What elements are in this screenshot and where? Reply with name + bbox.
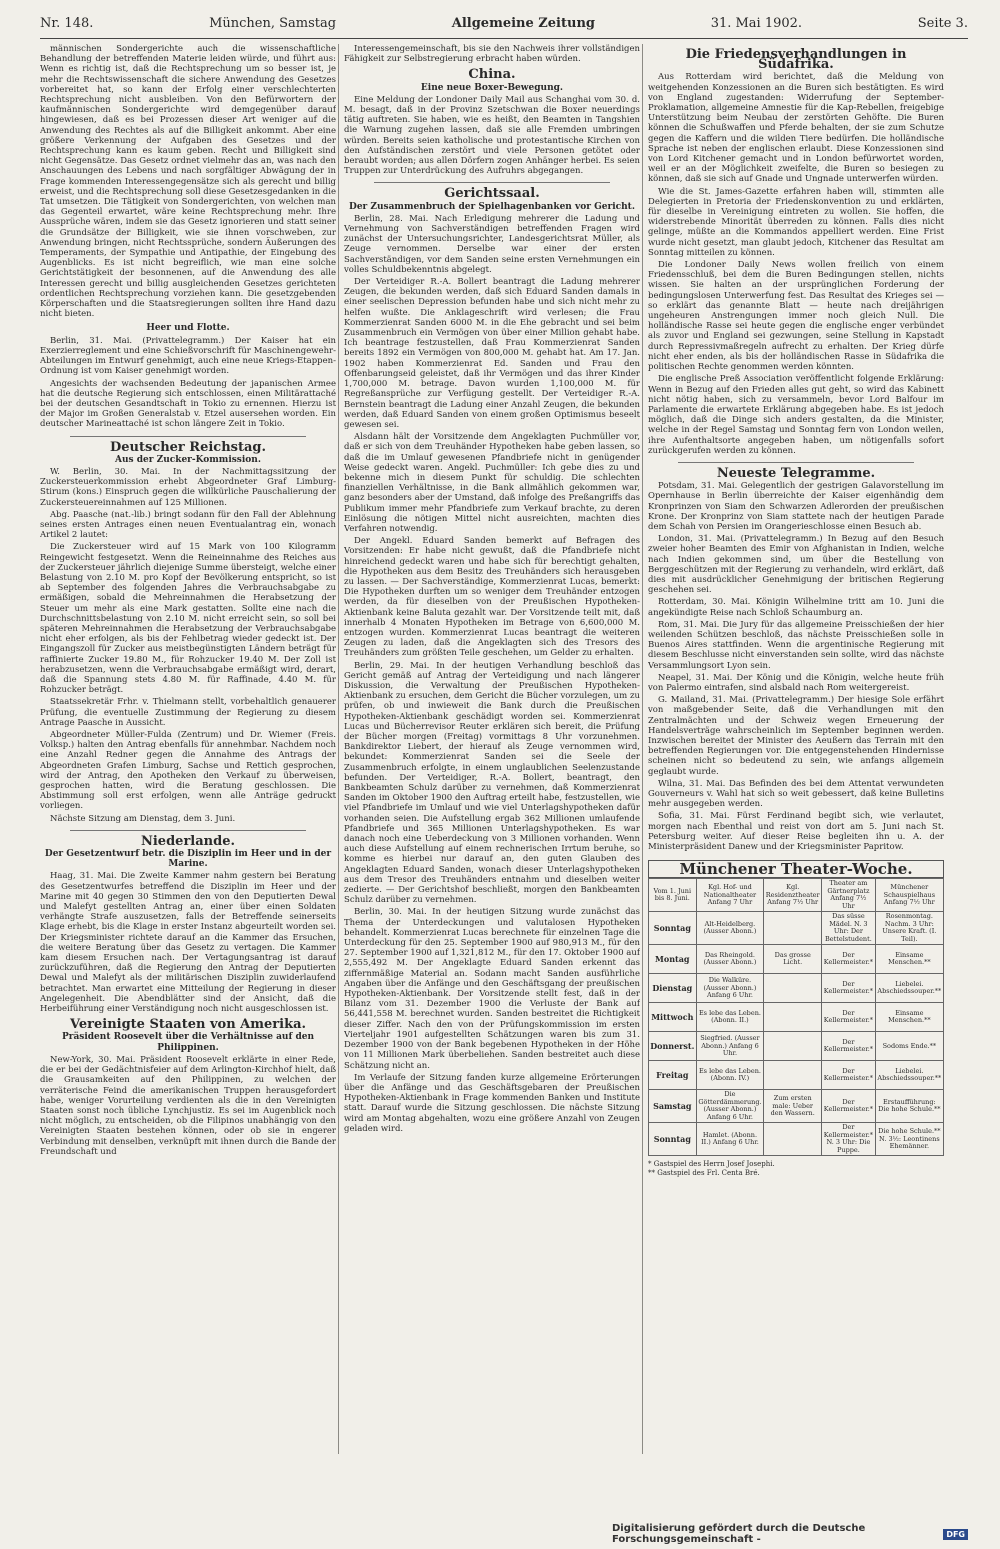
footnote: ** Gastspiel des Frl. Centa Bré. <box>648 1169 760 1178</box>
article-paragraph: Alsdann hält der Vorsitzende dem Angeklagten Puchmüller vor, daß er sich von dem Treuhänder Hypotheken habe geben lassen, so daß die im Umlauf gewesenen Pfandbriefe nicht in genügender Weise gedeckt waren. Angekl. Puchmüller: Ich gebe dies zu und bekenne mich in diesem Punkt für schuldig. Die schlechten finanziellen Verhältnisse, in die Bank allmählich gekommen war, ganz besonders aber der Umstand, daß infolge des Preßangriffs das Publikum immer mehr Pfandbriefe zum Verkauf brachte, zu deren Einlösung die nötigen Mittel nicht ausreichten, machten dies Verfahren notwendig. <box>344 432 640 534</box>
table-cell <box>764 1123 822 1156</box>
article-paragraph: Die englische Preß Association veröffentlicht folgende Erklärung: Wenn in Bezug auf den Frieden alles gut geht, so wird das Kabinett nicht nötig haben, sich zu versammeln, bevor Lord Balfour im Parlamente die erwartete Erklärung abgegeben habe. Es ist jedoch möglich, daß die Dinge sich anders gestalten, da die Minister, welche in der Regel Samstag und Sonntag fern von London weilen, ihre Aufenthaltsorte angegeben haben, um nötigenfalls sofort zurückgerufen werden zu können. <box>648 374 944 456</box>
table-cell: Die Götterdämmerung. (Ausser Abonn.) Anfang 6 Uhr. <box>696 1090 764 1123</box>
table-cell: Der Kellermeister.* <box>822 1061 876 1090</box>
header-cell: Kgl. Residenztheater Anfang 7½ Uhr <box>764 879 822 912</box>
article-heading: Präsident Roosevelt über die Verhältnisse auf den Philippinen. <box>61 1032 315 1053</box>
table-cell: Alt-Heidelberg. (Ausser Abonn.) <box>696 912 764 945</box>
article-paragraph: Abg. Paasche (nat.-lib.) bringt sodann für den Fall der Ablehnung seines ersten Antrages einen neuen Eventualantrag ein, wonach Artikel 2 lautet: <box>40 509 336 541</box>
telegram-paragraph: Neapel, 31. Mai. Der König und die Königin, welche heute früh von Palermo eintrafen, sind alsbald nach Rom weitergereist. <box>648 672 944 693</box>
day-cell: Sonntag <box>649 912 697 945</box>
article-paragraph: Abgeordneter Müller-Fulda (Zentrum) und Dr. Wiemer (Freis. Volksp.) halten den Antrag ebenfalls für annehmbar. Nachdem noch eine Anzahl Redner gegen die Annahme des Antrags der Abgeordneten Grafen Limburg, Sachse und Rettich gesprochen, wird der Antrag, den Apotheken den Verkauf zu überweisen, gesprochen hatten, wird die Beratung geschlossen. Die Abstimmung soll erst erfolgen, wenn alle Anträge gedruckt vorliegen. <box>40 730 336 812</box>
section-title: Niederlande. <box>140 833 235 849</box>
day-cell: Donnerst. <box>649 1032 697 1061</box>
article-paragraph: Angesichts der wachsenden Bedeutung der japanischen Armee hat die deutsche Regierung sich entschlossen, einen Militärattaché bei der deutschen Gesandtschaft in Tokio zu ernennen. Hierzu ist der Major im Großen Generalstab v. Etzel ausersehen worden. Ein deutscher Marineattaché ist schon längere Zeit in Tokio. <box>40 378 336 430</box>
table-cell: Einsame Menschen.** <box>875 945 943 974</box>
divider <box>678 462 914 463</box>
table-cell: Rosenmontag. Nachm. 3 Uhr: Unsere Kraft. (I. Teil). <box>875 912 943 945</box>
table-cell: Die hohe Schule.** N. 3½: Leontinens Ehemänner. <box>875 1123 943 1156</box>
telegram-paragraph: Potsdam, 31. Mai. Gelegentlich der gestrigen Galavorstellung im Opernhause in Berlin überreichte der Kaiser eigenhändig dem Kronprinzen von Siam den Schwarzen Adlerorden der preußischen Krone. Der Kronprinz von Siam stattete nach der heutigen Parade dem Schah von Persien im Orangerieschlosse einen Besuch ab. <box>648 481 944 532</box>
table-cell: Das süsse Mädel. N. 3 Uhr: Der Bettelstudent. <box>822 912 876 945</box>
table-cell <box>764 1003 822 1032</box>
table-cell: Siegfried. (Ausser Abonn.) Anfang 6 Uhr. <box>696 1032 764 1061</box>
column-3 <box>648 44 944 1464</box>
day-cell: Samstag <box>649 1090 697 1123</box>
table-cell: Der Kellermeister.* <box>822 1090 876 1123</box>
footnote: * Gastspiel des Herrn Josef Josephi. <box>648 1160 775 1169</box>
page-number: Seite 3. <box>917 15 968 31</box>
divider <box>70 830 306 831</box>
article-paragraph: W. Berlin, 30. Mai. In der Nachmittagssitzung der Zuckersteuerkommission erhebt Abgeordneter Graf Limburg-Stirum (kons.) Einspruch gegen die willkürliche Pauschalierung der Zuckersteuereinnahmen auf 125 Millionen. <box>40 466 336 508</box>
header-cell: Kgl. Hof- und Nationaltheater Anfang 7 Uhr <box>696 879 764 912</box>
page-header <box>40 10 968 36</box>
table-row <box>649 1032 944 1061</box>
article-heading: Der Zusammenbruch der Spielhagenbanken vor Gericht. <box>349 201 635 212</box>
section-title: China. <box>468 67 516 83</box>
section-title: Vereinigte Staaten von Amerika. <box>69 1017 307 1033</box>
table-cell <box>764 1061 822 1090</box>
table-cell: Die Walküre. (Ausser Abonn.) Anfang 6 Uhr. <box>696 974 764 1003</box>
telegram-paragraph: G. Mailand, 31. Mai. (Privattelegramm.) Der hiesige Sole erfährt von maßgebender Seite, daß die Verhandlungen mit den Zentralmächten und der Schweiz wegen Erneuerung der Handelsverträge wahrscheinlich im September beginnen werden. Inzwischen bereitet der Minister des Aeußern das Terrain mit den betreffenden Regierungen vor. Die entgegenstehenden Hindernisse scheinen nicht so bedeutend zu sein, wie anfangs allgemein geglaubt wurde. <box>648 695 944 777</box>
table-cell: Liebelei. Abschiedssouper.** <box>875 974 943 1003</box>
table-cell: Der Kellermeister.* <box>822 1003 876 1032</box>
table-row <box>649 1061 944 1090</box>
article-paragraph: Berlin, 29. Mai. In der heutigen Verhandlung beschloß das Gericht gemäß auf Antrag der Verteidigung und nach längerer Diskussion, die Verwaltung der Preußischen Hypotheken-Aktienbank zu ersuchen, dem Gericht die Bücher vorzulegen, um zu prüfen, ob und inwieweit die Bank durch die Preußischen Hypotheken-Aktienbank geschädigt worden sei. Kommerzienrat Lucas und Bücherrevisor Reuter erklären sich bereit, die Prüfung der Bücher morgen (Freitag) vormittags 8 Uhr vorzunehmen. Bankdirektor Liebert, der hierauf als Zeuge vernommen wird, bekundet: Kommerzienrat Sanden sei die Seele der Zusammenbruch erfolgte, in einem unglaublichen Seelenzustande befunden. Der Verteidiger, R.-A. Bollert, beantragt, den Bankbeamten Schulz darüber zu vernehmen, daß Kommerzienrat Sanden im Oktober 1900 den Auftrag erteilt habe, festzustellen, wie viel Pfandbriefe im Umlauf und wie viel Unterlagshypotheken dafür vorhanden seien. Die Aufstellung ergab 362 Millionen umlaufende Pfandbriefe und 365 Millionen Unterlagshypotheken. Es war danach noch eine Ueberdeckung von 3 Millionen vorhanden. Wenn auch diese Aufstellung auf einem rechnerischen Irrtum beruhe, so komme es hierbei nur darauf an, den guten Glauben des Angeklagten Eduard Sanden, wonach dieser Unterlagshypotheken aus dem Tresor des Treuhänders entnahm und dieselben weiter zedierte. — Der Gerichtshof beschließt, morgen den Bankbeamten Schulz darüber zu vernehmen. <box>344 660 640 906</box>
article-paragraph: Staatssekretär Frhr. v. Thielmann stellt, vorbehaltlich genauerer Prüfung, die eventuelle Zustimmung der Regierung zu diesem Antrage Paasche in Aussicht. <box>40 697 336 728</box>
telegram-paragraph: Sofia, 31. Mai. Fürst Ferdinand begibt sich, wie verlautet, morgen nach Ebenthal und reist von dort am 5. Juni nach St. Petersburg weiter. Auf dieser Reise begleiten ihn u. A. der Ministerpräsident Danew und der Kriegsminister Papritow. <box>648 811 944 853</box>
article-paragraph: Wie die St. James-Gazette erfahren haben will, stimmten alle Delegierten in Pretoria der Friedenskonvention zu und erklärten, für dieselbe in Vereinigung eintreten zu wollen. Sie hoffen, die widerstrebende Minorität überreden zu können. Falls dies nicht gelinge, müßte an die Kommandos appelliert werden. Eine Frist wurde nicht gesetzt, man glaubt jedoch, Kitchener das Resultat am Sonntag mitteilen zu können. <box>648 186 944 258</box>
section-title: Neueste Telegramme. <box>716 465 876 481</box>
theater-schedule-table <box>648 878 944 1156</box>
column-2 <box>344 44 640 1464</box>
section-title: Deutscher Reichstag. <box>109 439 267 455</box>
article-paragraph: Berlin, 31. Mai. (Privattelegramm.) Der Kaiser hat ein Exerzierreglement und eine Schießvorschrift für Maschinengewehr-Abteilungen im Entwurf genehmigt, auch eine neue Kriegs-Etappen-Ordnung ist vom Kaiser genehmigt worden. <box>40 335 336 377</box>
article-heading: Der Gesetzentwurf betr. die Disziplin im Heer und in der Marine. <box>44 849 332 870</box>
header-cell: Münchener Schauspielhaus Anfang 7½ Uhr <box>875 879 943 912</box>
article-paragraph: Interessengemeinschaft, bis sie den Nachweis ihrer vollständigen Fähigkeit zur Selbstregierung erbracht haben würden. <box>344 44 640 65</box>
place-date: München, Samstag <box>209 15 337 31</box>
section-title: Die Friedensverhandlungen in Südafrika. <box>685 47 907 73</box>
newspaper-title: Allgemeine Zeitung <box>451 15 595 31</box>
table-cell: Einsame Menschen.** <box>875 1003 943 1032</box>
table-header-row <box>649 879 944 912</box>
table-cell: Der Kellermeister.* <box>822 1032 876 1061</box>
article-paragraph: Der Angekl. Eduard Sanden bemerkt auf Befragen des Vorsitzenden: Er habe nicht gewußt, daß die Pfandbriefe nicht hinreichend gedeckt waren und habe sich für berechtigt gehalten, die Hypotheken aus dem Besitz des Treuhänders sich herausgeben zu lassen. — Der Sachverständige, Kommerzienrat Lucas, bemerkt: Die Hypotheken durften um so weniger dem Treuhänder entzogen werden, da für dieselben von der Preußischen Hypotheken-Aktienbank keine Baluta gezahlt war. Der Vorsitzende teilt mit, daß innerhalb 4 Monaten Hypotheken im Betrage von 6,600,000 M. entzogen wurden. Kommerzienrat Lucas beantragt die weiteren Zeugen zu laden, daß die Angeklagten sich des Tresors des Treuhänders zum größten Teile geschehen, um Gelder zu erhalten. <box>344 536 640 659</box>
table-cell <box>764 1032 822 1061</box>
table-cell: Das Rheingold. (Ausser Abonn.) <box>696 945 764 974</box>
table-cell <box>764 912 822 945</box>
article-paragraph: Im Verlaufe der Sitzung fanden kurze allgemeine Erörterungen über die Anfänge und das Geschäftsgebaren der Preußischen Hypotheken-Aktienbank in Frage kommenden Banken und Institute statt. Darauf wurde die Sitzung geschlossen. Die nächste Sitzung wird am Montag abgehalten, wozu eine größere Anzahl von Zeugen geladen wird. <box>344 1072 640 1134</box>
table-cell: Der Kellermeister.* N. 3 Uhr: Die Puppe. <box>822 1123 876 1156</box>
table-row <box>649 974 944 1003</box>
article-heading: Aus der Zucker-Kommission. <box>115 454 261 465</box>
column-divider <box>642 44 643 1454</box>
theater-notes <box>648 1160 944 1178</box>
article-paragraph: New-York, 30. Mai. Präsident Roosevelt erklärte in einer Rede, die er bei der Gedächtnisfeier auf dem Arlington-Kirchhof hielt, daß die Grausamkeiten auf den Philippinen, zu welchen der verräterische Feind die amerikanischen Truppen herausgefordert habe, weniger Vorurteilung verdienten als die in den Vereinigten Staaten sonst noch übliche Lynchjustiz. Es sei im Augenblick noch nicht möglich, zu entscheiden, ob die Filipinos unabhängig von den Vereinigten Staaten bestehen können, oder ob sie in engerer Verbindung mit denselben, verknüpft mit ihnen durch die Bande der Freundschaft und <box>40 1054 336 1157</box>
column-1 <box>40 44 336 1524</box>
table-row <box>649 912 944 945</box>
table-cell: Sodoms Ende.** <box>875 1032 943 1061</box>
table-cell: Erstaufführung: Die hohe Schule.** <box>875 1090 943 1123</box>
article-paragraph: Haag, 31. Mai. Die Zweite Kammer nahm gestern bei Beratung des Gesetzentwurfes betreffend die Disziplin im Heer und der Marine mit 40 gegen 30 Stimmen den von den Deputierten Dewal und Malefyt gestellten Antrag an, einer über einen Soldaten verhängte Strafe auszusetzen, falls der Betreffende seinerseits Klage erhebt, bis die Klage in erster Instanz abgeurteilt worden sei. Der Kriegsminister richtete darauf an die Kammer das Ersuchen, die weitere Beratung über das Gesetz zu vertagen. Die Kammer kam diesem Ersuchen nach. Der Vertagungsantrag ist darauf zurückzuführen, daß die Regierung den Antrag der Deputierten Dewal und Malefyt als der militärischen Disziplin zuwiderlaufend betrachtet. Man erwartet eine Mitteilung der Regierung in dieser Angelegenheit. Die Abendblätter sind der Ansicht, daß die Herbeiführung einer Verständigung noch nicht ausgeschlossen ist. <box>40 871 336 1015</box>
telegram-paragraph: Wilna, 31. Mai. Das Befinden des bei dem Attentat verwundeten Gouverneurs v. Wahl hat sich so weit gebessert, daß keine Bulletins mehr ausgegeben werden. <box>648 778 944 810</box>
day-cell: Mittwoch <box>649 1003 697 1032</box>
article-paragraph: Berlin, 28. Mai. Nach Erledigung mehrerer die Ladung und Vernehmung von Sachverständigen betreffenden Fragen wird zunächst der Untersuchungsrichter, Landesgerichtsrat Müller, als Zeuge vernommen. Derselbe war einer der ersten Sachverständigen, vor dem Sanden seine ersten Vernehmungen ein volles Schuldbekenntnis abgelegt. <box>344 213 640 275</box>
table-cell: Zum ersten male: Ueber den Wassern. <box>764 1090 822 1123</box>
article-paragraph: Aus Rotterdam wird berichtet, daß die Meldung von weitgehenden Konzessionen an die Buren sich bestätigten. Es wird von England zugestanden: Widerrufung der September-Proklamation, allgemeine Amnestie für die Kap-Rebellen, freigebige Unterstützung beim Neubau der zerstörten Gehöfte. Die Buren können die Schußwaffen und Pferde behalten, der sie zum Schutze gegen die Kaffern und die wilden Tiere bedürfen. Die holländische Sprache ist neben der englischen erlaubt. Diese Konzessionen sind von Lord Kitchener gemacht und in London befürwortet worden, weil er an der Möglichkeit zweifelte, die Buren so besiegen zu können, daß sie sich auf Gnade und Ungnade unterwerfen würden. <box>648 72 944 185</box>
article-paragraph: Die Zuckersteuer wird auf 15 Mark von 100 Kilogramm Reingewicht festgesetzt. Wenn die Reineinnahme des Reiches aus der Zuckersteuer jährlich diejenige Summe übersteigt, welche einer Belastung von 2.10 M. pro Kopf der Bevölkerung entspricht, so ist ab September des folgenden Jahres die Verbrauchsabgabe zu ermäßigen, sobald die Mehreinnahmen die Herabsetzung der Steuer um mehr als eine Mark gestatten. Sollte eine nach die Durchschnittsbelastung von 2.10 M. nicht erreicht sein, so soll bei späteren Mehreinnahmen die Herabsetzung der Verbrauchsabgabe nicht eher erfolgen, als bis der Fehlbetrag wieder gedeckt ist. Der Eingangszoll für Zucker aus meistbegünstigten Ländern beträgt für raffinierte Zucker 19.80 M., für Rohzucker 19.40 M. Der Zoll ist herabzusetzen, wenn die Verbrauchsabgabe ermäßigt wird, derart, daß die Spannung stets 4.80 M. für Raffinade, 4.40 M. für Rohzucker beträgt. <box>40 542 336 696</box>
table-row <box>649 1123 944 1156</box>
dfg-logo: DFG <box>943 1529 968 1540</box>
header-cell: Theater am Gärtnerplatz Anfang 7½ Uhr <box>822 879 876 912</box>
table-cell: Es lebe das Leben. (Abonn. II.) <box>696 1003 764 1032</box>
section-title: Gerichtssaal. <box>444 186 540 202</box>
telegram-paragraph: Rotterdam, 30. Mai. Königin Wilhelmine tritt am 10. Juni die angekündigte Reise nach Schloß Schaumburg an. <box>648 597 944 618</box>
header-cell: Vom 1. Juni bis 8. Juni. <box>649 879 697 912</box>
article-paragraph: männischen Sondergerichte auch die wissenschaftliche Behandlung der betreffenden Materie leiden würde, und führt aus: Wenn es richtig ist, daß die Rechtsprechung um so besser ist, je mehr die Rechtswissenschaft die sichere Anwendung des Gesetzes vorbereitet hat, so kann der Erfolg einer verschlechterten Rechtsprechung nicht ausbleiben. Von den Befürwortern der kaufmännischen Sondergerichte wird demgegenüber darauf hingewiesen, daß es bei Prozessen dieser Art weniger auf die Anwendung des Rechtes als auf die Billigkeit ankommt. Aber eine größere Verkennung der Aufgaben des Gesetzes und der Rechtsprechung kann es kaum geben. Recht und Billigkeit sind nicht Gegensätze. Das Gesetz ordnet vielmehr das an, was nach den Anschauungen des Lebens und nach sorgfältiger Abwägung der in Frage kommenden Interessengegensätze sich als gerecht und billig erweist, und die Rechtsprechung soll diese Gesetzesgedanken in die Tat umsetzen. Die Tätigkeit von Sondergerichten, von welchen man das Gegenteil erwartet, wäre keine Rechtsprechung mehr. Ihre Aussprüche wären, indem sie das Gesetz ignorieren und statt seiner die Grundsätze der Billigkeit, wie sie ihnen vorschweben, zur Anwendung bringen, nicht Rechtssprüche, sondern Äußerungen des Temperaments, der Sympathie und Antipathie, der Eingebung des Augenblicks. Es ist nicht begreiflich, wie man eine solche Gerichtstätigkeit der besonnenen, auf die Anwendung des alle Interessen gerecht und billig ausgleichenden Gesetzes gerichteten ordentlichen Rechtsprechung vorziehen kann. Die gesetzgebenden Körperschaften und die Staatsregierungen sollten ihre Hand dazu nicht bieten. <box>40 44 336 320</box>
table-cell: Der Kellermeister.* <box>822 945 876 974</box>
table-cell: Das grosse Licht. <box>764 945 822 974</box>
telegram-paragraph: Rom, 31. Mai. Die Jury für das allgemeine Preisschießen der hier weilenden Schützen beschloß, das nächste Preisschießen solle in Buenos Aires stattfinden. Wenn die argentinische Regierung mit diesem Beschlusse nicht einverstanden sein sollte, wird das nächste Versammlungsort Lyon sein. <box>648 619 944 671</box>
day-cell: Freitag <box>649 1061 697 1090</box>
day-cell: Sonntag <box>649 1123 697 1156</box>
page-footer <box>612 1523 968 1545</box>
article-paragraph: Eine Meldung der Londoner Daily Mail aus Schanghai vom 30. d. M. besagt, daß in der Provinz Szetschwan die Boxer neuerdings tätig auftreten. Sie haben, wie es heißt, den Beamten in Tangshien die Warnung zugehen lassen, daß sie alle Fremden umbringen würden. Bereits seien katholische und protestantische Kirchen von den Aufständischen zerstört und viele Personen getötet oder beraubt worden; aus allen Dörfern zogen Anhänger herbei. Es seien Truppen zur Unterdrückung des Aufruhrs abgegangen. <box>344 94 640 177</box>
issue-number: Nr. 148. <box>40 15 94 31</box>
theater-week-title: Münchener Theater-Woche. <box>648 860 944 878</box>
issue-date: 31. Mai 1902. <box>710 15 803 31</box>
header-rule <box>40 38 968 39</box>
day-cell: Dienstag <box>649 974 697 1003</box>
table-cell <box>764 974 822 1003</box>
table-row <box>649 1003 944 1032</box>
telegram-paragraph: London, 31. Mai. (Privattelegramm.) In Bezug auf den Besuch zweier hoher Beamten des Emir von Afghanistan in Indien, welche nach Indien gekommen sind, um über die Bestellung von Berggeschützen mit der Regierung zu verhandeln, wird erklärt, daß dies mit ausdrücklicher Genehmigung der britischen Regierung geschehen sei. <box>648 534 944 596</box>
day-cell: Montag <box>649 945 697 974</box>
article-paragraph: Die Londoner Daily News wollen freilich von einem Friedensschluß, bei dem die Buren Bedingungen stellen, nichts wissen. Sie halten an der ursprünglichen Forderung der bedingungslosen Unterwerfung fest. Das Resultat des Krieges sei — so erklärt das genannte Blatt — heute nach dreijährigen ungeheuren Anstrengungen immer noch gleich Null. Die holländische Rasse sei heute gegen die englische enger verbündet als zuvor und England sei gezwungen, seine Stellung in Kapstadt durch Repressivmaßregeln aufrecht zu erhalten. Der Krieg dürfe nicht eher enden, als bis der holländischen Rasse in Südafrika die politischen Rechte genommen werden könnten. <box>648 260 944 373</box>
section-heading: Heer und Flotte. <box>146 323 230 334</box>
divider <box>374 182 610 183</box>
article-paragraph: Der Verteidiger R.-A. Bollert beantragt die Ladung mehrerer Zeugen, die bekunden werden, daß sich Eduard Sanden damals in einer seelischen Depression befunden habe und sich nicht mehr zu helfen wußte. Die Anklageschrift wird verlesen; die Frau Kommerzienrat Sanden 6000 M. in die Ehe gebracht und sei beim Zusammenbruch ein Vermögen von über einer Million gehabt habe. Ich beantrage festzustellen, daß Frau Kommerzienrat Sanden bereits 1892 ein Vermögen von 800,000 M. gehabt hat. Am 17. Jan. 1902 haben Kommerzienrat Ed. Sanden und Frau den Offenbarungseid geleistet, daß ihr Vermögen und das ihrer Kinder 1,700,000 M. betrage. Davon wurden 1,100,000 M. für Regreßansprüche zur Verfügung gestellt. Der Verteidiger R.-A. Bernstein beantragt die Ladung einer Anzahl Zeugen, die bekunden werden, daß Eduard Sanden von einem großen Optimismus beseelt gewesen sei. <box>344 277 640 430</box>
article-heading: Eine neue Boxer-Bewegung. <box>420 82 564 93</box>
article-paragraph: Berlin, 30. Mai. In der heutigen Sitzung wurde zunächst das Thema der Unterdeckungen und valutalosen Hypotheken behandelt. Kommerzienrat Lucas berechnete für einzelnen Tage die Unterdeckung für den 25. September 1900 auf 980,913 M., für den 27. September 1900 auf 1,321,812 M., für den 17. Oktober 1900 auf 2,555,492 M. Der Angeklagte Eduard Sanden erkennt das ziffernmäßige Material an. Sodann macht Sanden ausführliche Angaben über die Anfänge und den Geschäftsgang der preußischen Hypotheken-Aktienbank. Der Vorsitzende stellt fest, daß in der Bilanz vom 31. Dezember 1900 die Verluste der Bank auf 56,441,558 M. berechnet wurden. Sanden bestreitet die Richtigkeit dieser Ziffer. Nach den von der Prüfungskommission im ersten Vierteljahr 1901 aufgestellten Schätzungen waren bis zum 31. Dezember 1900 von der Bank begebenen Hypotheken in der Höhe von 11 Millionen Mark überbeliehen. Sanden bestreitet auch diese Schätzung nicht an. <box>344 907 640 1071</box>
column-divider <box>338 44 339 1454</box>
table-cell: Hamlet. (Abonn. II.) Anfang 6 Uhr. <box>696 1123 764 1156</box>
table-row <box>649 945 944 974</box>
divider <box>70 436 306 437</box>
table-cell: Der Kellermeister.* <box>822 974 876 1003</box>
article-paragraph: Nächste Sitzung am Dienstag, dem 3. Juni. <box>50 813 236 824</box>
table-cell: Es lebe das Leben. (Abonn. IV.) <box>696 1061 764 1090</box>
table-row <box>649 1090 944 1123</box>
table-cell: Liebelei. Abschiedssouper.** <box>875 1061 943 1090</box>
funding-notice: Digitalisierung gefördert durch die Deutsche Forschungsgemeinschaft - <box>612 1523 866 1545</box>
